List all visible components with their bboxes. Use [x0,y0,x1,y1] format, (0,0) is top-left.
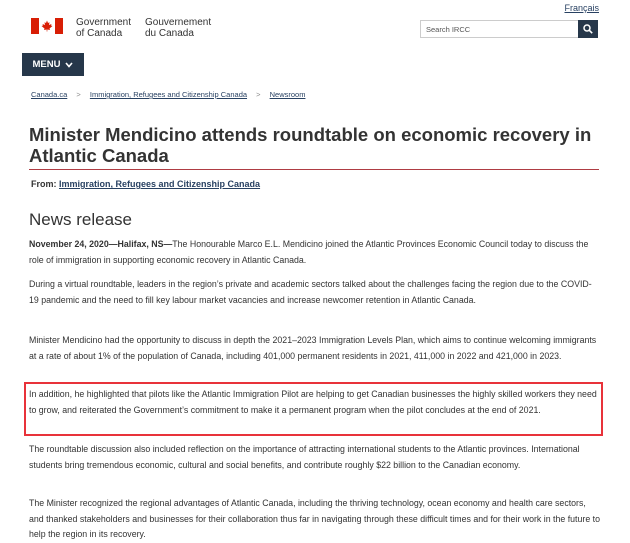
breadcrumb-separator: > [256,90,261,99]
wordmark-en-line1: Government [76,17,132,28]
search-button[interactable] [578,20,598,38]
menu-button[interactable] [22,53,84,76]
menu-label: MENU [32,59,61,70]
from-label: From: [31,179,57,189]
paragraph-intro [29,237,601,268]
highlight-box [24,382,603,436]
paragraph-atlantic-pilot: In addition, he highlighted that pilots like the Atlantic Immigration Pilot are helping to get Canadian businesses the highly skilled workers they need to grow, and reiterated the Government’s commitment to make it a permanent program when the pilot concludes at the end of 2021. [29,389,597,415]
breadcrumb-ircc-link[interactable]: Immigration, Refugees and Citizenship Canada [89,90,248,99]
breadcrumb [31,90,305,99]
title-divider [29,169,599,170]
search-input[interactable]: Search IRCC [420,20,579,38]
language-toggle-link[interactable]: Français [564,3,599,13]
wordmark-fr-line2: du Canada [145,28,194,39]
canada-flag-icon [31,18,63,34]
search-icon [583,24,593,34]
dateline: November 24, 2020—Halifax, NS— [29,239,173,249]
from-department-link[interactable]: Immigration, Refugees and Citizenship Canada [59,179,261,189]
breadcrumb-separator: > [76,90,81,99]
paragraph-regional-advantages: The Minister recognized the regional advantages of Atlantic Canada, including the thriving technology, ocean economy and health care sectors, and thanked stakeholders and businesses for their collaboration thus far in navigating through these difficult times and for their work in the future to help the region in its recovery. [29,498,600,539]
wordmark-en-line2: of Canada [76,28,123,39]
from-line [31,179,260,189]
section-heading: News release [29,210,132,229]
intro-text: The Honourable Marco E.L. Mendicino joined the Atlantic Provinces Economic Council today to discuss the role of immigration in supporting economic recovery in Atlantic Canada. [29,239,589,265]
page-title: Minister Mendicino attends roundtable on economic recovery in Atlantic Canada [29,124,592,166]
paragraph-levels-plan: Minister Mendicino had the opportunity to discuss in depth the 2021–2023 Immigration Levels Plan, which aims to continue welcoming immigrants at a rate of about 1% of the population of Canada, including 401,000 permanent residents in 2021, 411,000 in 2022 and 421,000 in 2023. [29,335,597,361]
wordmark-fr-line1: Gouvernement [145,17,212,28]
wordmark-english[interactable] [76,17,131,39]
wordmark-french[interactable] [145,17,211,39]
chevron-down-icon [65,62,73,68]
breadcrumb-newsroom-link[interactable]: Newsroom [269,90,306,99]
paragraph-students: The roundtable discussion also included reflection on the importance of attracting international students to the Atlantic provinces. International students bring tremendous economic, cultural and social benefits, and contribute roughly $22 billion to the Canadian economy. [29,444,580,470]
breadcrumb-canada-link[interactable]: Canada.ca [31,90,68,99]
paragraph-roundtable: During a virtual roundtable, leaders in the region’s private and academic sectors talked about the challenges facing the region due to the COVID-19 pandemic and the need to fill key labour market vacancies and increase newcomer retention in Atlantic Canada. [29,279,592,305]
